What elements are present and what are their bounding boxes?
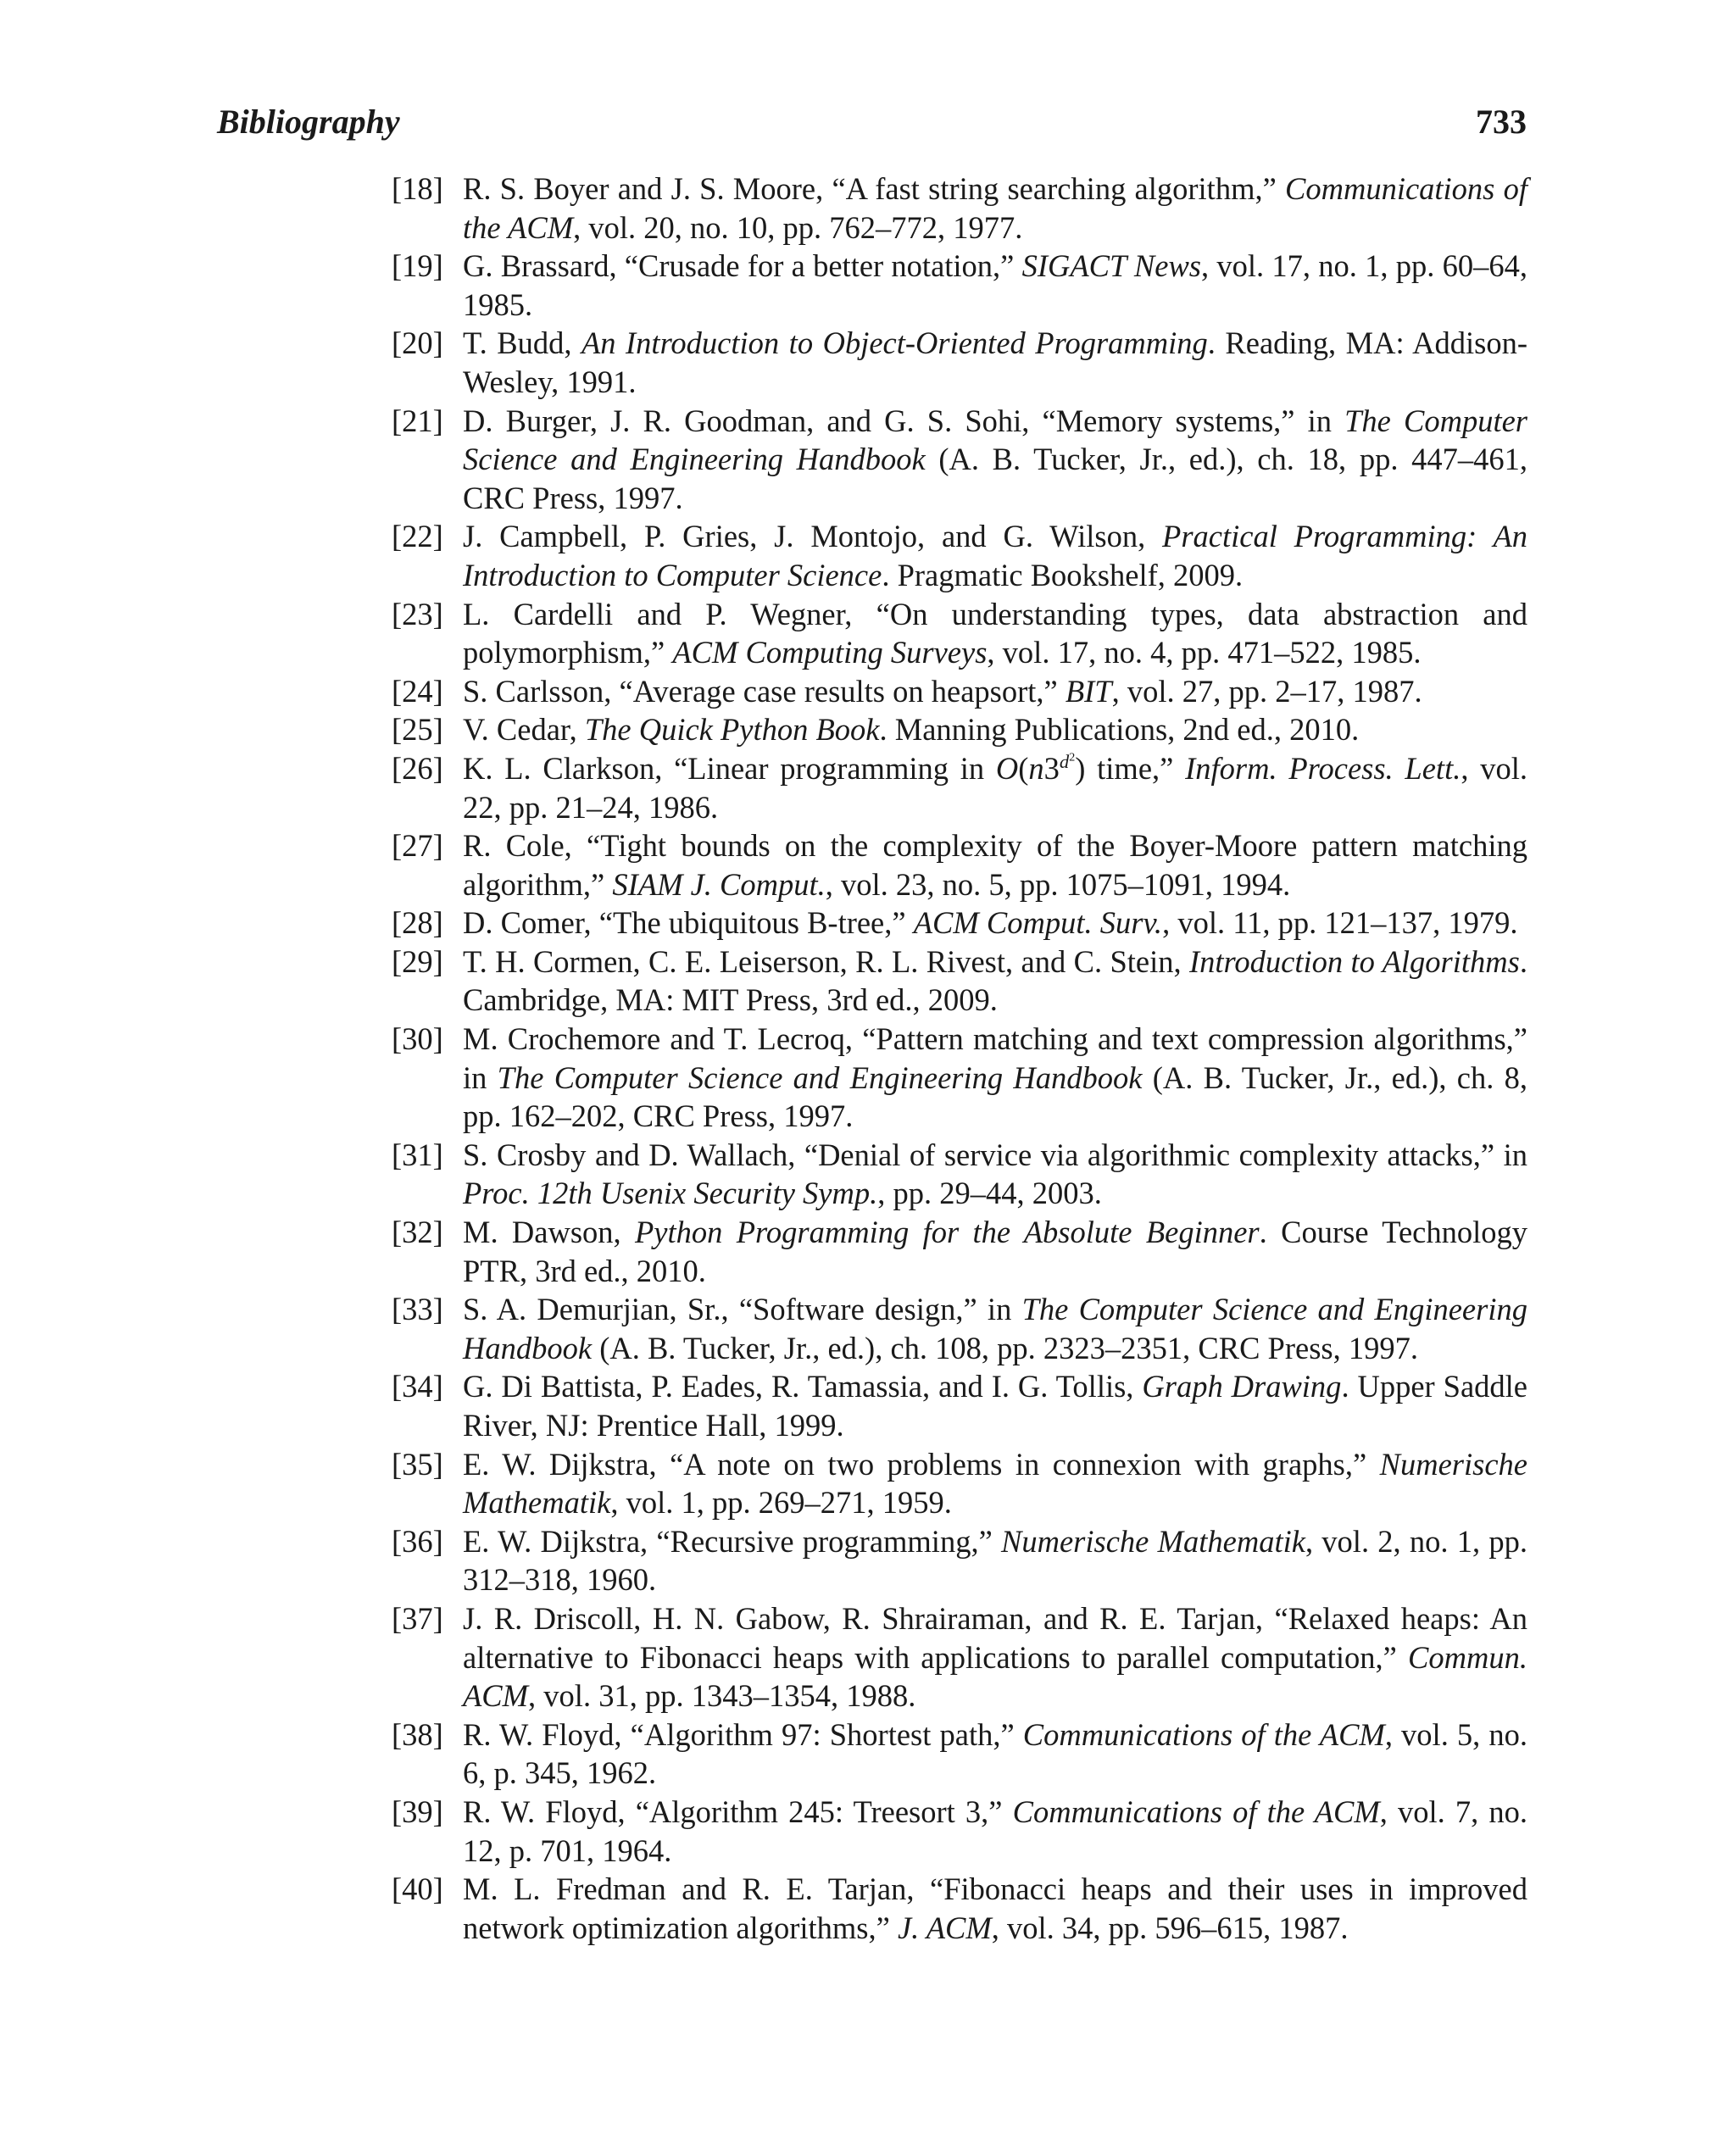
reference-entry <box>392 904 1527 943</box>
reference-text: D. Burger, J. R. Goodman, and G. S. Sohi, “Memory systems,” in The Computer Science and Engineering Handbook (A. B. Tucker, Jr., ed.), ch. 18, pp. 447–461, CRC Press, 1997. <box>463 403 1528 515</box>
reference-text: G. Brassard, “Crusade for a better notation,” SIGACT News, vol. 17, no. 1, pp. 60–64, 1985. <box>463 248 1527 322</box>
reference-entry <box>392 517 1527 594</box>
reference-entry <box>392 402 1527 518</box>
reference-label: [20] <box>392 325 443 361</box>
reference-label: [18] <box>392 171 443 206</box>
reference-text: S. Carlsson, “Average case results on heapsort,” BIT, vol. 27, pp. 2–17, 1987. <box>463 673 1422 709</box>
reference-entry <box>392 749 1527 826</box>
reference-text: T. H. Cormen, C. E. Leiserson, R. L. Rivest, and C. Stein, Introduction to Algorithms. Cambridge, MA: MIT Press, 3rd ed., 2009. <box>463 943 1527 1018</box>
reference-entry <box>392 1290 1527 1367</box>
reference-label: [30] <box>392 1021 443 1057</box>
reference-label: [37] <box>392 1600 443 1636</box>
reference-entry <box>392 170 1527 247</box>
reference-label: [21] <box>392 403 443 438</box>
reference-text: R. Cole, “Tight bounds on the complexity of the Boyer-Moore pattern matching algorithm,” SIAM J. Comput., vol. 23, no. 5, pp. 1075–1091, 1994. <box>463 828 1527 902</box>
reference-label: [36] <box>392 1523 443 1559</box>
reference-text: J. R. Driscoll, H. N. Gabow, R. Shrairaman, and R. E. Tarjan, “Relaxed heaps: An alternative to Fibonacci heaps with applications to parallel computation,” Commun. ACM, vol. 31, pp. 1343–1354, 1988. <box>463 1600 1527 1714</box>
reference-label: [27] <box>392 828 443 864</box>
reference-label: [39] <box>392 1793 443 1829</box>
reference-label: [25] <box>392 712 443 748</box>
reference-entry <box>392 324 1527 401</box>
reference-text: R. S. Boyer and J. S. Moore, “A fast string searching algorithm,” Communications of the ACM, vol. 20, no. 10, pp. 762–772, 1977. <box>463 171 1527 245</box>
reference-entry <box>392 1367 1527 1444</box>
reference-text: S. Crosby and D. Wallach, “Denial of service via algorithmic complexity attacks,” in Proc. 12th Usenix Security Symp., pp. 29–44, 2003. <box>463 1137 1527 1211</box>
reference-label: [24] <box>392 673 443 709</box>
reference-entry <box>392 247 1527 324</box>
reference-text: E. W. Dijkstra, “Recursive programming,” Numerische Mathematik, vol. 2, no. 1, pp. 312–318, 1960. <box>463 1523 1527 1598</box>
reference-label: [28] <box>392 905 443 941</box>
reference-text: S. A. Demurjian, Sr., “Software design,” in The Computer Science and Engineering Handbook (A. B. Tucker, Jr., ed.), ch. 108, pp. 2323–2351, CRC Press, 1997. <box>463 1292 1527 1365</box>
reference-text: M. Crochemore and T. Lecroq, “Pattern matching and text compression algorithms,” in The Computer Science and Engineering Handbook (A. B. Tucker, Jr., ed.), ch. 8, pp. 162–202, CRC Press, 1997. <box>463 1021 1527 1134</box>
reference-entry <box>392 1870 1527 1947</box>
reference-entry <box>392 1020 1527 1136</box>
reference-label: [34] <box>392 1369 443 1404</box>
reference-label: [31] <box>392 1137 443 1172</box>
reference-entry <box>392 595 1527 672</box>
reference-text: L. Cardelli and P. Wegner, “On understanding types, data abstraction and polymorphism,” ACM Computing Surveys, vol. 17, no. 4, pp. 471–522, 1985. <box>463 596 1527 670</box>
running-head: Bibliography <box>217 103 400 141</box>
reference-label: [29] <box>392 943 443 979</box>
reference-text: R. W. Floyd, “Algorithm 245: Treesort 3,” Communications of the ACM, vol. 7, no. 12, p. 701, 1964. <box>463 1793 1527 1868</box>
reference-text: M. Dawson, Python Programming for the Absolute Beginner. Course Technology PTR, 3rd ed., 2010. <box>463 1215 1527 1288</box>
reference-label: [23] <box>392 596 443 631</box>
reference-entry <box>392 1793 1527 1870</box>
reference-label: [32] <box>392 1215 443 1250</box>
reference-label: [33] <box>392 1292 443 1327</box>
reference-text: R. W. Floyd, “Algorithm 97: Shortest path,” Communications of the ACM, vol. 5, no. 6, p. 345, 1962. <box>463 1716 1528 1791</box>
reference-text: M. L. Fredman and R. E. Tarjan, “Fibonacci heaps and their uses in improved network optimization algorithms,” J. ACM, vol. 34, pp. 596–615, 1987. <box>463 1871 1527 1945</box>
reference-entry <box>392 1522 1527 1599</box>
reference-entry <box>392 710 1527 749</box>
reference-label: [22] <box>392 519 443 554</box>
reference-list <box>392 170 1527 1947</box>
reference-entry <box>392 826 1527 904</box>
reference-text: E. W. Dijkstra, “A note on two problems in connexion with graphs,” Numerische Mathematik, vol. 1, pp. 269–271, 1959. <box>463 1446 1527 1521</box>
reference-text: T. Budd, An Introduction to Object-Oriented Programming. Reading, MA: Addison-Wesley, 1991. <box>463 325 1528 399</box>
page-number: 733 <box>1476 103 1527 141</box>
reference-text: V. Cedar, The Quick Python Book. Manning Publications, 2nd ed., 2010. <box>463 712 1360 748</box>
reference-text: D. Comer, “The ubiquitous B-tree,” ACM Comput. Surv., vol. 11, pp. 121–137, 1979. <box>463 905 1518 941</box>
reference-label: [40] <box>392 1871 443 1907</box>
reference-text: J. Campbell, P. Gries, J. Montojo, and G. Wilson, Practical Programming: An Introduction to Computer Science. Pragmatic Bookshelf, 2009. <box>463 519 1527 592</box>
reference-text: G. Di Battista, P. Eades, R. Tamassia, and I. G. Tollis, Graph Drawing. Upper Saddle River, NJ: Prentice Hall, 1999. <box>463 1369 1527 1443</box>
reference-entry <box>392 672 1527 711</box>
reference-entry <box>392 1716 1527 1793</box>
reference-entry <box>392 1445 1527 1522</box>
reference-label: [26] <box>392 750 443 786</box>
reference-label: [38] <box>392 1716 443 1752</box>
reference-label: [19] <box>392 248 443 284</box>
reference-label: [35] <box>392 1446 443 1482</box>
reference-entry <box>392 1136 1527 1213</box>
page-header <box>217 98 1527 149</box>
reference-text: K. L. Clarkson, “Linear programming in $O(n3^{d^2})$ time,” Inform. Process. Lett., vol. 22, pp. 21–24, 1986. <box>463 750 1527 825</box>
reference-entry <box>392 1599 1527 1716</box>
reference-entry <box>392 1213 1527 1290</box>
reference-entry <box>392 943 1527 1020</box>
